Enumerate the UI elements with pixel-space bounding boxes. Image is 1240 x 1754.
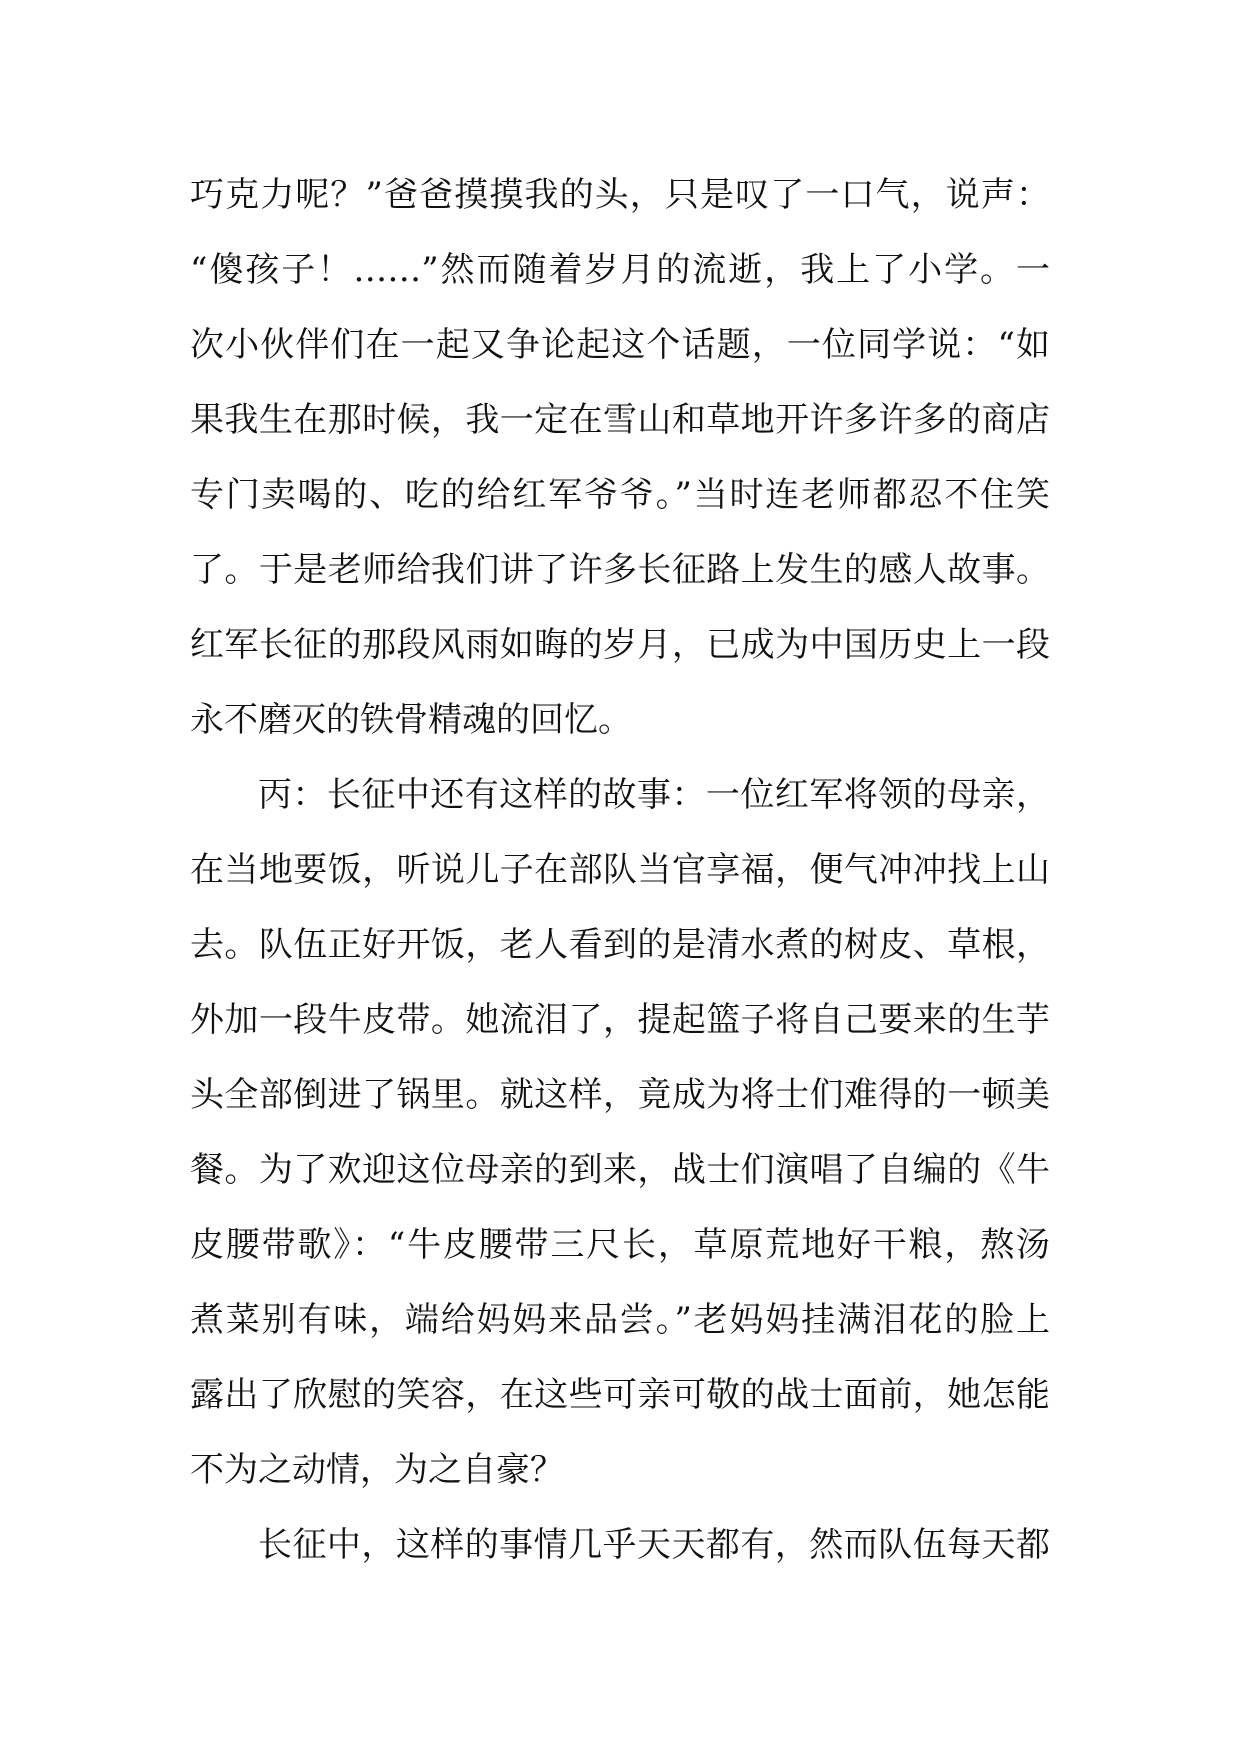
- text-line: 红军长征的那段风雨如晦的岁月，已成为中国历史上一段: [190, 625, 1050, 665]
- text-line: 露出了欣慰的笑容，在这些可亲可敬的战士面前，她怎能: [190, 1375, 1050, 1415]
- text-line: 永不磨灭的铁骨精魂的回忆。: [190, 700, 632, 740]
- paragraph: [190, 758, 1050, 1508]
- text-line: 头全部倒进了锅里。就这样，竟成为将士们难得的一顿美: [190, 1075, 1050, 1115]
- text-line: 去。队伍正好开饭，老人看到的是清水煮的树皮、草根，: [190, 925, 1050, 965]
- text-line: 不为之动情，为之自豪？: [190, 1450, 564, 1490]
- text-line: 专门卖喝的、吃的给红军爷爷。”当时连老师都忍不住笑: [190, 475, 1050, 515]
- document-page: [190, 158, 1050, 1583]
- text-line: 次小伙伴们在一起又争论起这个话题，一位同学说：“如: [190, 325, 1050, 365]
- text-line: 果我生在那时候，我一定在雪山和草地开许多许多的商店: [190, 400, 1050, 440]
- text-line: 煮菜别有味，端给妈妈来品尝。”老妈妈挂满泪花的脸上: [190, 1300, 1050, 1340]
- text-line: 丙：长征中还有这样的故事：一位红军将领的母亲，: [258, 775, 1050, 815]
- text-line: 长征中，这样的事情几乎天天都有，然而队伍每天都: [258, 1525, 1050, 1565]
- text-line: 餐。为了欢迎这位母亲的到来，战士们演唱了自编的《牛: [190, 1150, 1050, 1190]
- text-line: 在当地要饭，听说儿子在部队当官享福，便气冲冲找上山: [190, 850, 1050, 890]
- paragraph: [190, 1508, 1050, 1583]
- text-line: 外加一段牛皮带。她流泪了，提起篮子将自己要来的生芋: [190, 1000, 1050, 1040]
- paragraph: [190, 158, 1050, 758]
- text-line: 巧克力呢？”爸爸摸摸我的头，只是叹了一口气，说声：: [190, 175, 1050, 215]
- text-line: 了。于是老师给我们讲了许多长征路上发生的感人故事。: [190, 550, 1050, 590]
- text-line: “傻孩子！……”然而随着岁月的流逝，我上了小学。一: [190, 250, 1050, 290]
- text-line: 皮腰带歌》：“牛皮腰带三尺长，草原荒地好干粮，熬汤: [190, 1225, 1050, 1265]
